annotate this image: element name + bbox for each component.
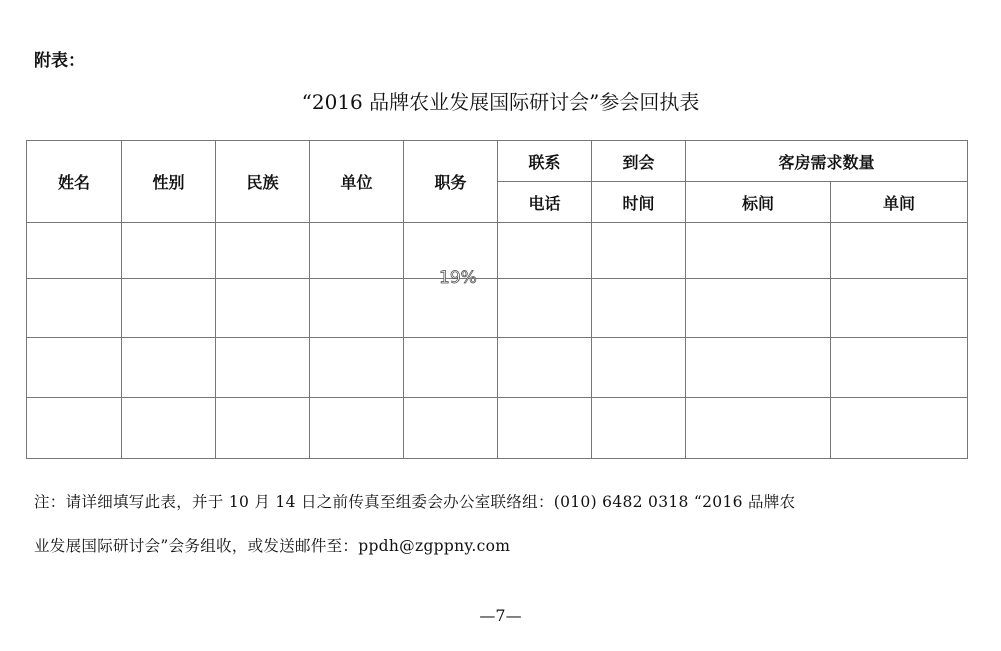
receipt-table bbox=[26, 140, 968, 459]
table-cell bbox=[27, 223, 122, 279]
header-ethnicity: 民族 bbox=[216, 141, 310, 223]
table-cell bbox=[310, 398, 404, 459]
table-cell bbox=[27, 398, 122, 459]
table-cell bbox=[122, 398, 216, 459]
header-gender: 性别 bbox=[122, 141, 216, 223]
header-phone-1: 联系 bbox=[498, 141, 592, 182]
table-cell bbox=[404, 338, 498, 398]
table-row bbox=[27, 338, 968, 398]
header-arrival-1: 到会 bbox=[592, 141, 686, 182]
page-number: —7— bbox=[479, 606, 522, 625]
table-cell bbox=[310, 223, 404, 279]
table-cell bbox=[686, 398, 831, 459]
table-cell bbox=[498, 279, 592, 338]
table-cell bbox=[498, 398, 592, 459]
document-title: “2016 品牌农业发展国际研讨会”参会回执表 bbox=[301, 90, 700, 114]
header-phone-2: 电话 bbox=[498, 182, 592, 223]
table-cell bbox=[498, 338, 592, 398]
header-rooms: 客房需求数量 bbox=[686, 141, 968, 182]
note-line-2: 业发展国际研讨会”会务组收，或发送邮件至：ppdh@zgppny.com bbox=[34, 537, 511, 555]
header-arrival-2: 时间 bbox=[592, 182, 686, 223]
table-cell bbox=[686, 279, 831, 338]
table-cell bbox=[404, 398, 498, 459]
header-standard-room: 标间 bbox=[686, 182, 831, 223]
table-cell bbox=[686, 223, 831, 279]
table-cell bbox=[216, 398, 310, 459]
table-cell bbox=[498, 223, 592, 279]
header-single-room: 单间 bbox=[831, 182, 968, 223]
table-cell bbox=[831, 338, 968, 398]
table-cell bbox=[592, 223, 686, 279]
header-name: 姓名 bbox=[27, 141, 122, 223]
table-row bbox=[27, 279, 968, 338]
table-cell bbox=[216, 279, 310, 338]
table-cell bbox=[831, 398, 968, 459]
header-position: 职务 bbox=[404, 141, 498, 223]
table-cell bbox=[592, 279, 686, 338]
table-cell bbox=[592, 398, 686, 459]
note-line-1: 注：请详细填写此表，并于 10 月 14 日之前传真至组委会办公室联络组：(010) 6482 0318 “2016 品牌农 bbox=[34, 493, 796, 511]
table-cell bbox=[122, 338, 216, 398]
table-cell bbox=[686, 338, 831, 398]
table-cell bbox=[27, 279, 122, 338]
table-cell bbox=[831, 279, 968, 338]
header-organization: 单位 bbox=[310, 141, 404, 223]
table-cell bbox=[216, 338, 310, 398]
table-cell bbox=[310, 279, 404, 338]
table-cell bbox=[122, 223, 216, 279]
table-cell bbox=[592, 338, 686, 398]
zoom-indicator: 19% bbox=[439, 268, 477, 288]
table-row bbox=[27, 223, 968, 279]
table-cell bbox=[216, 223, 310, 279]
table-cell bbox=[831, 223, 968, 279]
table-cell bbox=[27, 338, 122, 398]
table-cell bbox=[310, 338, 404, 398]
table-row bbox=[27, 398, 968, 459]
attachment-label: 附表： bbox=[34, 51, 85, 71]
table-cell bbox=[122, 279, 216, 338]
